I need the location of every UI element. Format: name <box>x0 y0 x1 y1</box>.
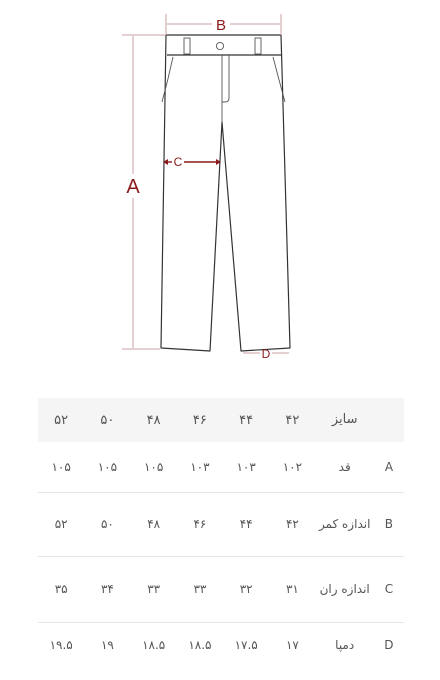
table-cell: ۱۰۵ <box>51 459 71 474</box>
table-row-waist <box>38 492 404 556</box>
table-cell: ۱۸.۵ <box>142 638 166 653</box>
measure-c-label: C <box>173 155 183 169</box>
measure-d-label: D <box>261 347 271 361</box>
table-cell: ۵۲ <box>54 517 68 531</box>
table-cell: ۱۰۵ <box>143 459 164 474</box>
table-cell: ۴۸ <box>147 517 161 531</box>
row-letter: A <box>384 459 394 474</box>
measure-a-label: A <box>126 176 140 198</box>
trousers-outline <box>161 35 290 351</box>
size-header: ۵۰ <box>100 412 115 428</box>
table-row-hem <box>38 622 404 668</box>
table-cell: ۱۹ <box>100 638 114 653</box>
row-letter: B <box>384 517 394 531</box>
row-letter: D <box>384 638 394 653</box>
table-cell: ۳۱ <box>285 582 299 596</box>
size-header: ۴۲ <box>285 412 300 428</box>
table-cell: ۱۰۳ <box>236 459 256 474</box>
table-cell: ۱۸.۵ <box>188 638 212 653</box>
table-cell: ۳۲ <box>239 582 253 596</box>
table-cell: ۱۰۳ <box>190 459 210 474</box>
row-name: قد <box>338 459 351 474</box>
size-header: ۴۸ <box>146 412 161 428</box>
table-cell: ۳۴ <box>100 582 114 596</box>
table-cell: ۱۰۵ <box>97 459 118 474</box>
table-cell: ۳۳ <box>147 582 161 596</box>
table-cell: ۱۷ <box>285 638 299 653</box>
table-cell: ۴۴ <box>239 517 253 531</box>
row-name: دمپا <box>335 638 355 653</box>
table-cell: ۱۷.۵ <box>234 638 258 653</box>
size-header-label: سایز <box>331 412 358 427</box>
row-name: اندازه کمر <box>318 517 371 531</box>
header-empty-cell <box>374 398 404 442</box>
table-cell: ۱۰۲ <box>282 459 303 474</box>
size-header-row <box>38 398 404 442</box>
table-row-thigh <box>38 556 404 622</box>
table-cell: ۴۲ <box>285 517 299 531</box>
row-letter: C <box>384 582 394 596</box>
row-name: اندازه ران <box>319 582 370 596</box>
table-cell: ۳۵ <box>54 582 68 596</box>
measure-b-label: B <box>215 17 227 34</box>
size-header: ۴۴ <box>239 412 254 428</box>
table-cell: ۵۰ <box>100 517 114 531</box>
table-cell: ۱۹.۵ <box>49 638 73 653</box>
table-cell: ۳۳ <box>193 582 207 596</box>
size-header: ۵۲ <box>54 412 69 428</box>
table-cell: ۴۶ <box>193 517 207 531</box>
size-header: ۴۶ <box>192 412 207 428</box>
table-row-length <box>38 442 404 492</box>
size-chart-table <box>38 398 404 668</box>
